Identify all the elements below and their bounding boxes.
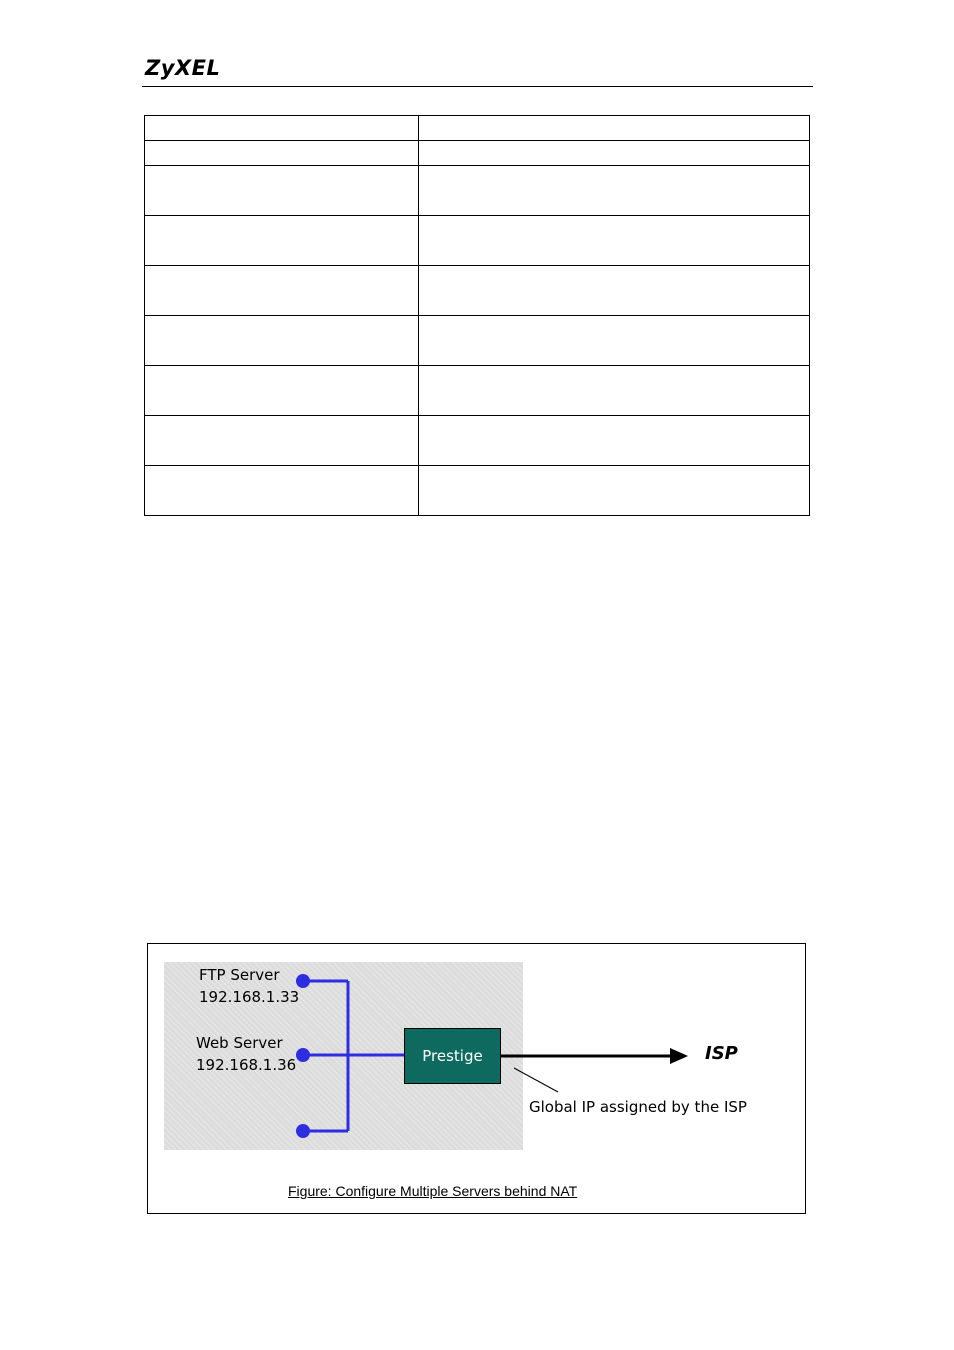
web-server-ip: 192.168.1.36 bbox=[196, 1056, 297, 1074]
ftp-server-ip: 192.168.1.33 bbox=[199, 988, 300, 1006]
lan-wiring bbox=[303, 981, 404, 1131]
zyxel-logo: ZyXEL bbox=[145, 56, 221, 80]
prestige-router bbox=[404, 1028, 501, 1084]
web-server-node-icon bbox=[296, 1048, 310, 1062]
prestige-label: Prestige bbox=[422, 1047, 483, 1065]
figure-caption: Figure: Configure Multiple Servers behind NAT bbox=[288, 1183, 578, 1199]
global-ip-note: Global IP assigned by the ISP bbox=[529, 1098, 747, 1116]
ftp-server-label: FTP Server bbox=[199, 966, 280, 984]
web-server-label: Web Server bbox=[196, 1034, 283, 1052]
isp-label: ISP bbox=[705, 1043, 738, 1064]
arrow-right-icon bbox=[670, 1048, 688, 1064]
host-node-icon bbox=[296, 1124, 310, 1138]
callout-line bbox=[514, 1068, 558, 1092]
